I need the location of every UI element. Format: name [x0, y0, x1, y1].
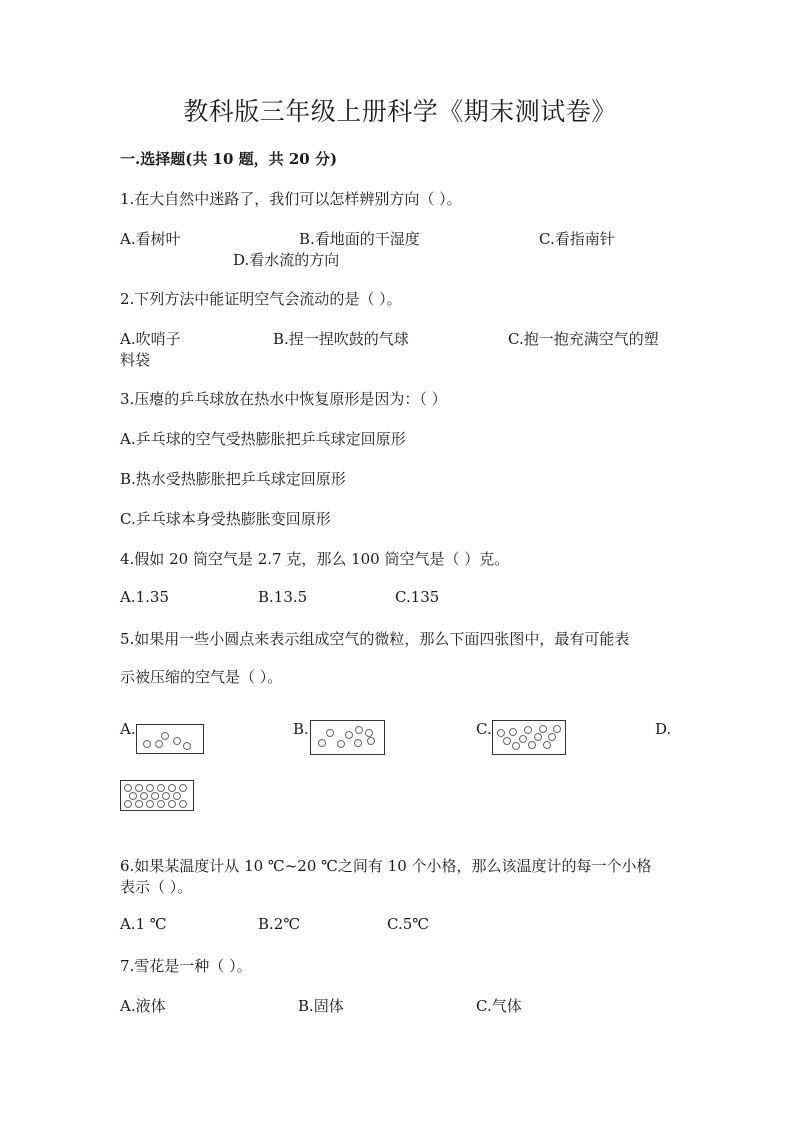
- question-4-stem: 4.假如 20 筒空气是 2.7 克，那么 100 筒空气是（ ）克。: [120, 550, 510, 568]
- particle: [124, 784, 132, 792]
- particle: [355, 726, 363, 734]
- question-1-stem: 1.在大自然中迷路了，我们可以怎样辨别方向（ ）。: [120, 190, 462, 208]
- particle-diagram-d: [120, 780, 194, 811]
- particle: [326, 729, 334, 737]
- question-7-stem: 7.雪花是一种（ ）。: [120, 957, 252, 975]
- particle: [124, 800, 132, 808]
- question-6-stem-line2: 表示（ ）。: [120, 878, 193, 896]
- question-2-option-a: A.吹哨子: [120, 330, 181, 348]
- question-3-option-c: C.乒乓球本身受热膨胀变回原形: [120, 510, 331, 528]
- particle: [345, 731, 353, 739]
- question-2-stem: 2.下列方法中能证明空气会流动的是（ ）。: [120, 290, 402, 308]
- question-5-option-c-label: C.: [476, 720, 492, 738]
- question-5-option-b-label: B.: [293, 720, 309, 738]
- particle: [519, 735, 527, 743]
- particle: [146, 784, 154, 792]
- particle: [503, 737, 511, 745]
- particle: [168, 800, 176, 808]
- question-6-stem-line1: 6.如果某温度计从 10 ℃~20 ℃之间有 10 个小格，那么该温度计的每一个小格: [120, 857, 652, 875]
- question-1-option-d: D.看水流的方向: [233, 251, 340, 269]
- particle: [162, 792, 170, 800]
- particle: [140, 792, 148, 800]
- question-7-option-a: A.液体: [120, 997, 166, 1015]
- question-3-option-a: A.乒乓球的空气受热膨胀把乒乓球定回原形: [120, 430, 406, 448]
- question-5-option-a-label: A.: [120, 720, 136, 738]
- question-3-stem: 3.压瘪的乒乓球放在热水中恢复原形是因为：（ ）: [120, 390, 447, 408]
- particle: [155, 740, 163, 748]
- particle: [151, 792, 159, 800]
- particle: [135, 800, 143, 808]
- particle: [543, 741, 551, 749]
- particle: [337, 740, 345, 748]
- particle: [367, 737, 375, 745]
- particle: [135, 784, 143, 792]
- question-4-option-c: C.135: [395, 588, 440, 606]
- particle: [354, 739, 362, 747]
- particle: [173, 737, 181, 745]
- question-6-option-a: A.1 ℃: [120, 915, 167, 933]
- question-2-option-c-continued: 料袋: [120, 351, 151, 369]
- particle: [553, 725, 561, 733]
- particle: [512, 742, 520, 750]
- particle: [179, 784, 187, 792]
- question-2-option-b: B.捏一捏吹鼓的气球: [273, 330, 409, 348]
- particle: [161, 732, 169, 740]
- particle: [528, 741, 536, 749]
- particle: [129, 792, 137, 800]
- particle: [173, 792, 181, 800]
- particle: [318, 739, 326, 747]
- particle: [146, 800, 154, 808]
- question-6-option-b: B.2℃: [258, 915, 301, 933]
- question-3-option-b: B.热水受热膨胀把乒乓球定回原形: [120, 470, 346, 488]
- section-heading: 一.选择题(共 10 题，共 20 分): [120, 150, 338, 168]
- question-4-option-b: B.13.5: [258, 588, 308, 606]
- particle: [365, 729, 373, 737]
- particle-diagram-c: [492, 720, 566, 755]
- particle: [143, 740, 151, 748]
- particle: [509, 728, 517, 736]
- particle: [539, 725, 547, 733]
- question-4-option-a: A.1.35: [120, 588, 169, 606]
- particle: [157, 784, 165, 792]
- particle-diagram-a: [136, 724, 204, 754]
- question-1-option-a: A.看树叶: [120, 230, 181, 248]
- question-7-option-c: C.气体: [476, 997, 522, 1015]
- particle: [168, 784, 176, 792]
- particle: [534, 733, 542, 741]
- particle: [497, 729, 505, 737]
- page-title: 教科版三年级上册科学《期末测试卷》: [183, 97, 617, 126]
- particle-diagram-b: [310, 720, 385, 755]
- question-5-stem-line2: 示被压缩的空气是（ ）。: [120, 668, 283, 686]
- question-6-option-c: C.5℃: [387, 915, 430, 933]
- question-7-option-b: B.固体: [298, 997, 344, 1015]
- particle: [183, 742, 191, 750]
- particle: [548, 733, 556, 741]
- particle: [524, 726, 532, 734]
- particle: [179, 800, 187, 808]
- question-5-option-d-label: D.: [655, 720, 672, 738]
- question-1-option-c: C.看指南针: [539, 230, 615, 248]
- question-5-stem-line1: 5.如果用一些小圆点来表示组成空气的微粒，那么下面四张图中，最有可能表: [120, 630, 630, 648]
- question-1-option-b: B.看地面的干湿度: [299, 230, 420, 248]
- particle: [157, 800, 165, 808]
- question-2-option-c: C.抱一抱充满空气的塑: [508, 330, 659, 348]
